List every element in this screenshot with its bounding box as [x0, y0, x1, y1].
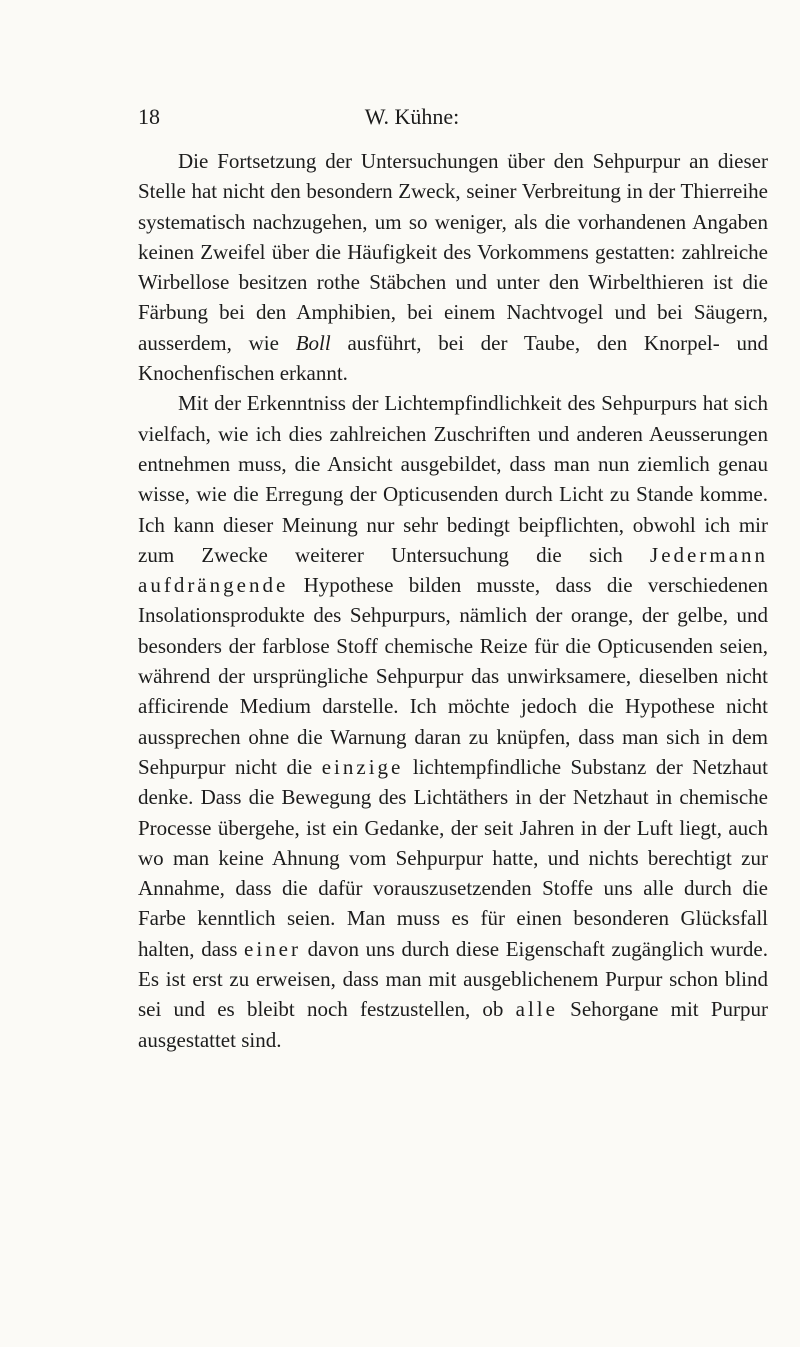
paragraph-1-text: Die Fortsetzung der Untersuchungen über den Sehpurpur an dieser Stelle hat nicht den besondern Zweck, seiner Verbreitung in der Thierreihe systematisch nachzugehen, um so weniger, als die vorhandenen Angaben keinen Zweifel über die Häufigkeit des Vorkommens gestatten: zahlreiche Wirbellose besitzen rothe Stäbchen und unter den Wirbelthieren ist die Färbung bei den Amphibien, bei einem Nachtvogel und bei Säugern, ausserdem, wie: [138, 149, 768, 355]
paragraph-2: [138, 388, 768, 1055]
emphasis-jedermann: Jedermann aufdrängende: [138, 542, 769, 598]
paragraph-2-part-3: lichtempfindliche Substanz der Netzhaut denke. Dass die Bewegung des Lichtäthers in der Netzhaut in chemische Processe übergehe, ist ein Gedanke, der seit Jahren in der Luft liegt, auch wo man keine Ahnung vom Sehpurpur hatte, und nichts berechtigt zur Annahme, dass die dafür vorauszusetzenden Stoffe uns alle durch die Farbe kenntlich seien. Man muss es für einen besonderen Glücksfall halten, dass: [138, 754, 769, 961]
body-text: [138, 146, 768, 1055]
paragraph-2-part-4: davon uns durch diese Eigenschaft zugänglich wurde. Es ist erst zu erweisen, dass man mit ausgeblichenem Purpur schon blind sei und es bleibt noch festzustellen, ob: [138, 936, 768, 1022]
emphasis-einzige: einzige: [321, 754, 404, 779]
paragraph-2-part-2: Hypothese bilden musste, dass die verschiedenen Insolationsprodukte des Sehpurpurs, nämlich der orange, der gelbe, und besonders der farblose Stoff chemische Reize für die Opticusenden seien, während der ursprüngliche Sehpurpur das unwirksamere, dieselben nicht afficirende Medium darstelle. Ich möchte jedoch die Hypothese nicht aussprechen ohne die Warnung daran zu knüpfen, dass man sich in dem Sehpurpur nicht die: [138, 573, 768, 779]
paragraph-1: [138, 146, 768, 388]
running-head: W. Kühne:: [364, 104, 460, 129]
author-name-boll: Boll: [295, 330, 331, 355]
paragraph-2-part-5: Sehorgane mit Purpur ausgestattet sind.: [138, 997, 769, 1052]
page-number: 18: [138, 104, 160, 129]
emphasis-alle: alle: [515, 997, 558, 1022]
paragraph-1-text-end: ausführt, bei der Taube, den Knorpel- und Knochenfischen erkannt.: [138, 330, 768, 386]
page-header: [138, 104, 686, 134]
emphasis-einer: einer: [244, 936, 302, 961]
paragraph-2-part-1: Mit der Erkenntniss der Lichtempfindlichkeit des Sehpurpurs hat sich vielfach, wie ich dies zahlreichen Zuschriften und anderen Aeusserungen entnehmen muss, die Ansicht ausgebildet, dass man nun ziemlich genau wisse, wie die Erregung der Opticusenden durch Licht zu Stande komme. Ich kann dieser Meinung nur sehr bedingt beipflichten, obwohl ich mir zum Zwecke weiterer Untersuchung die sich: [138, 391, 768, 567]
